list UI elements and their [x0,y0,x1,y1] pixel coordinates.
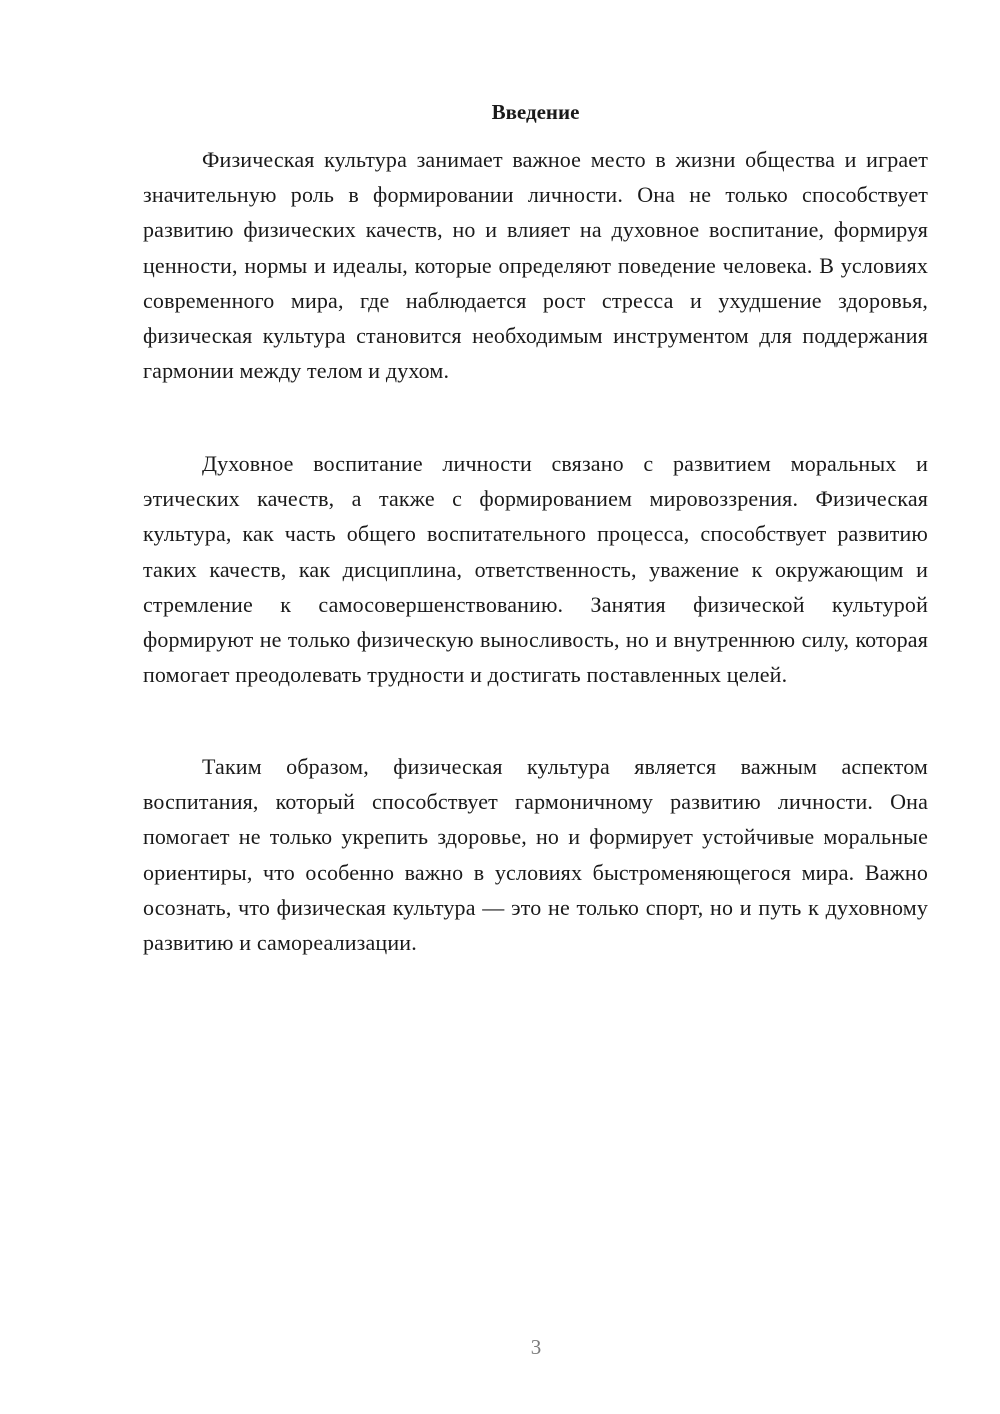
paragraph-intro: Физическая культура занимает важное место в жизни общества и играет значительную роль в формировании личности. Она не только способствует развитию физических качеств, но и влияет на духовное воспитание, формируя ценности, нормы и идеалы, которые определяют поведение человека. В условиях современного мира, где наблюдается рост стресса и ухудшение здоровья, физическая культура становится необходимым инструментом для поддержания гармонии между телом и духом. [143,147,928,384]
page-number: 3 [530,1335,542,1359]
paragraph-conclusion: Таким образом, физическая культура является важным аспектом воспитания, который способствует гармоничному развитию личности. Она помогает не только укрепить здоровье, но и формирует устойчивые моральные ориентиры, что особенно важно в условиях быстроменяющегося мира. Важно осознать, что физическая культура — это не только спорт, но и путь к духовному развитию и самореализации. [143,754,928,956]
section-title: Введение [491,100,580,124]
paragraph-spiritual-education: Духовное воспитание личности связано с развитием моральных и этических качеств, а также с формированием мировоззрения. Физическая культура, как часть общего воспитательного процесса, способствует развитию таких качеств, как дисциплина, ответственность, уважение к окружающим и стремление к самосовершенствованию. Занятия физической культурой формируют не только физическую выносливость, но и внутреннюю силу, которая помогает преодолевать трудности и достигать поставленных целей. [143,451,928,688]
